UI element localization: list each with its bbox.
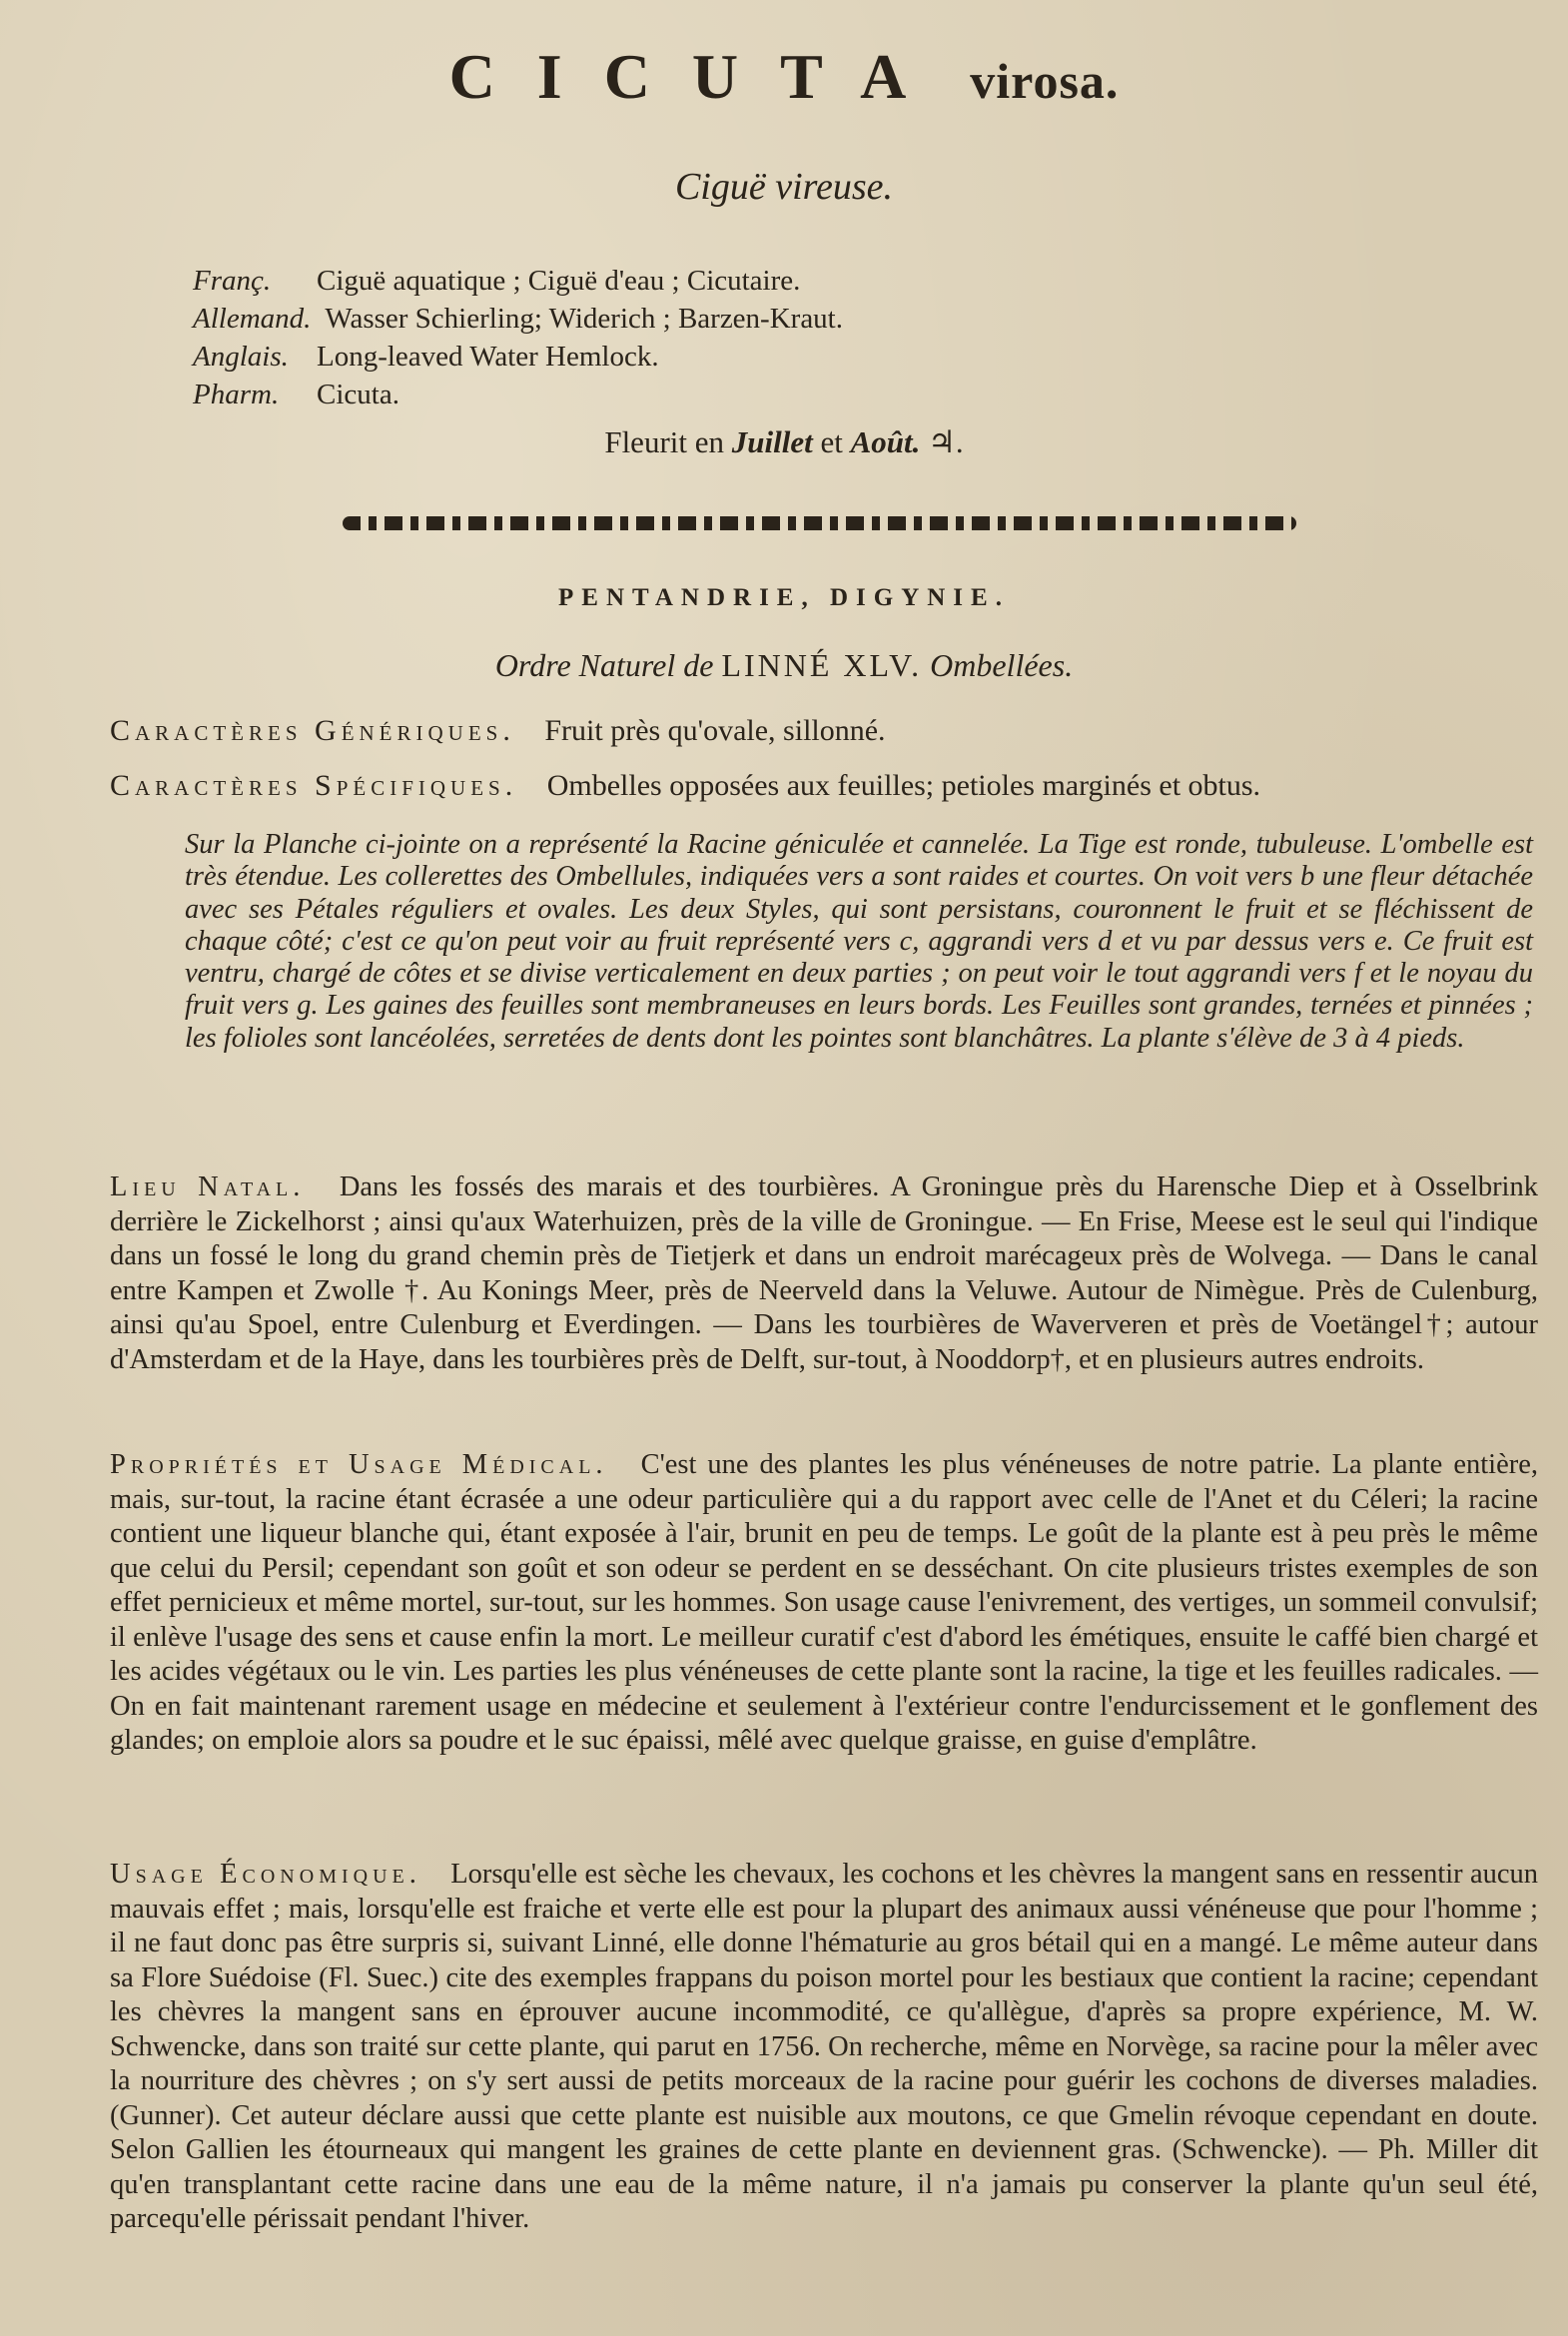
name-text: Cicuta. [317,379,399,410]
ornament-divider [343,516,1296,530]
linnaean-class: PENTANDRIE, DIGYNIE. [558,584,1010,611]
habitat-text: Dans les fossés des marais et des tourbières. A Groningue près du Harensche Diep et à Osselbrink derrière le Zickelhorst ; ainsi qu'aux Waterhuizen, près de la ville de Groningue. — En Frise, Meese est le seul qui l'indique dans un fossé le long du grand chemin près de Tietjerk et dans un endroit marécageux près de Wolvega. — Dans le canal entre Kampen et Zwolle †. Au Konings Meer, près de Neerveld dans la Veluwe. Autour de Nimègue. Près de Culenburg, ainsi qu'au Spoel, entre Culenburg et Everdingen. — Dans les tourbières de Waververen et près de Voetängel†; autour d'Amsterdam et de la Haye, dans les tourbières près de Delft, sur-tout, à Nooddorp†, et en plusieurs autres endroits. [110,1171,1538,1375]
generic-text: Fruit près qu'ovale, sillonné. [544,714,886,747]
lang-label: Pharm. [193,379,280,410]
perennial-symbol: ♃. [928,424,964,459]
flowering-period [0,424,1568,460]
generic-heading: Caractères Génériques. [110,714,515,747]
flowering-month-2: Août. [850,424,921,459]
specific-text: Ombelles opposées aux feuilles; petioles marginés et obtus. [546,769,1261,802]
ordre-name: Ombellées. [930,647,1074,683]
page-title [0,40,1568,114]
economic-section [110,1858,1538,2237]
plate-description: Sur la Planche ci-jointe on a représenté la Racine géniculée et cannelée. La Tige est ronde, tubuleuse. L'ombelle est très étendue. Les collerettes des Ombellules, indiquées vers a sont raides et courtes. On voit vers b une fleur détachée avec ses Pétales réguliers et ovales. Les deux Styles, qui sont persistans, couronnent le fruit et se fléchissent de chaque côté; c'est ce qu'on peut voir au fruit représenté vers c, aggrandi vers d et vu par dessus vers e. Ce fruit est ventru, chargé de côtes et se divise verticalement en deux parties ; on peut voir le tout aggrandi vers f et le noyau du fruit vers g. Les gaines des feuilles sont membraneuses en leurs bords. Les Feuilles sont grandes, ternées et pinnées ; les folioles sont lancéolées, serretées de dents dont les pointes sont blanchâtres. La plante s'élève de 3 à 4 pieds. [185,829,1533,1054]
flowering-month-1: Juillet [731,424,813,459]
specific-heading: Caractères Spécifiques. [110,769,518,802]
generic-characters [110,714,886,748]
name-text: Long-leaved Water Hemlock. [317,341,659,373]
flowering-prefix: Fleurit en [604,424,724,459]
medical-text: C'est une des plantes les plus vénéneuses de notre patrie. La plante entière, mais, sur-tout, la racine étant écrasée a une odeur particulière qui a du rapport avec celle de l'Anet et du Céleri; la racine contient une liqueur blanche qui, étant exposée à l'air, brunit en peu de temps. Le goût de la plante est à peu près le même que celui du Persil; cependant son goût et son odeur se perdent en se desséchant. On cite plusieurs tristes exemples de son effet pernicieux et même mortel, sur-tout, sur les hommes. Son usage cause l'enivrement, des vertiges, un sommeil convulsif; il enlève l'usage des sens et cause enfin la mort. Le meilleur curatif c'est d'abord les émétiques, ensuite le caffé bien chargé et les acides végétaux ou le vin. Les parties les plus vénéneuses de cette plante sont la racine, la tige et les feuilles radicales. — On en fait maintenant rarement usage en médecine et seulement à l'extérieur contre l'endurcissement et le gonflement des glandes; on emploie alors sa poudre et le suc épaissi, mêlé avec quelque graisse, en guise d'emplâtre. [110,1449,1538,1756]
flowering-and: et [820,424,843,459]
title-genus: CICUTA [448,41,949,112]
name-line-english [193,338,843,376]
specific-characters [110,769,1548,803]
common-names [193,262,843,413]
name-line-french [193,262,843,300]
name-line-german [193,300,843,338]
lang-label: Anglais. [193,341,289,373]
name-line-pharm [193,376,843,413]
habitat-section [110,1170,1538,1377]
medical-section [110,1448,1538,1759]
name-text: Ciguë aquatique ; Ciguë d'eau ; Cicutaire. [317,265,801,297]
lang-label: Allemand. [193,303,312,335]
name-text: Wasser Schierling; Widerich ; Barzen-Kraut. [325,303,843,335]
medical-heading: Propriétés et Usage Médical. [110,1449,608,1480]
natural-order [0,647,1568,684]
ordre-prefix: Ordre Naturel de [494,647,714,683]
economic-text: Lorsqu'elle est sèche les chevaux, les cochons et les chèvres la mangent sans en ressentir aucun mauvais effet ; mais, lorsqu'elle est fraiche et verte elle est pour la plupart des animaux aussi vénéneuse que pour l'homme ; il ne faut donc pas être surpris si, suivant Linné, elle donne l'hématurie au gros bétail qui en a mangé. Le même auteur dans sa Flore Suédoise (Fl. Suec.) cite des exemples frappans du poison mortel pour les bestiaux que contient la racine; cependant les chèvres la mangent sans en éprouver aucune incommodité, ce qu'allègue, d'après sa propre expérience, M. W. Schwencke, dans son traité sur cette plante, qui parut en 1756. On recherche, même en Norvège, sa racine pour la mêler avec la nourriture des chèvres ; on s'y sert aussi de petits morceaux de la racine pour guérir les cochons de diverses maladies. (Gunner). Cet auteur déclare aussi que cette plante est nuisible aux moutons, ce que Gmelin révoque cependant en doute. Selon Gallien les étourneaux qui mangent les graines de cette plante en deviennent gras. (Schwencke). — Ph. Miller dit qu'en transplantant cette racine dans une eau de la même nature, il n'a jamais pu conserver la plante qu'un seul été, parcequ'elle périssait pendant l'hiver. [110,1859,1539,2234]
title-species: virosa. [970,53,1120,109]
ordre-linne: LINNÉ XLV. [721,647,923,683]
habitat-heading: Lieu Natal. [110,1171,306,1202]
lang-label: Franç. [193,265,272,297]
french-title: Ciguë vireuse. [674,166,894,208]
economic-heading: Usage Économique. [110,1859,421,1890]
